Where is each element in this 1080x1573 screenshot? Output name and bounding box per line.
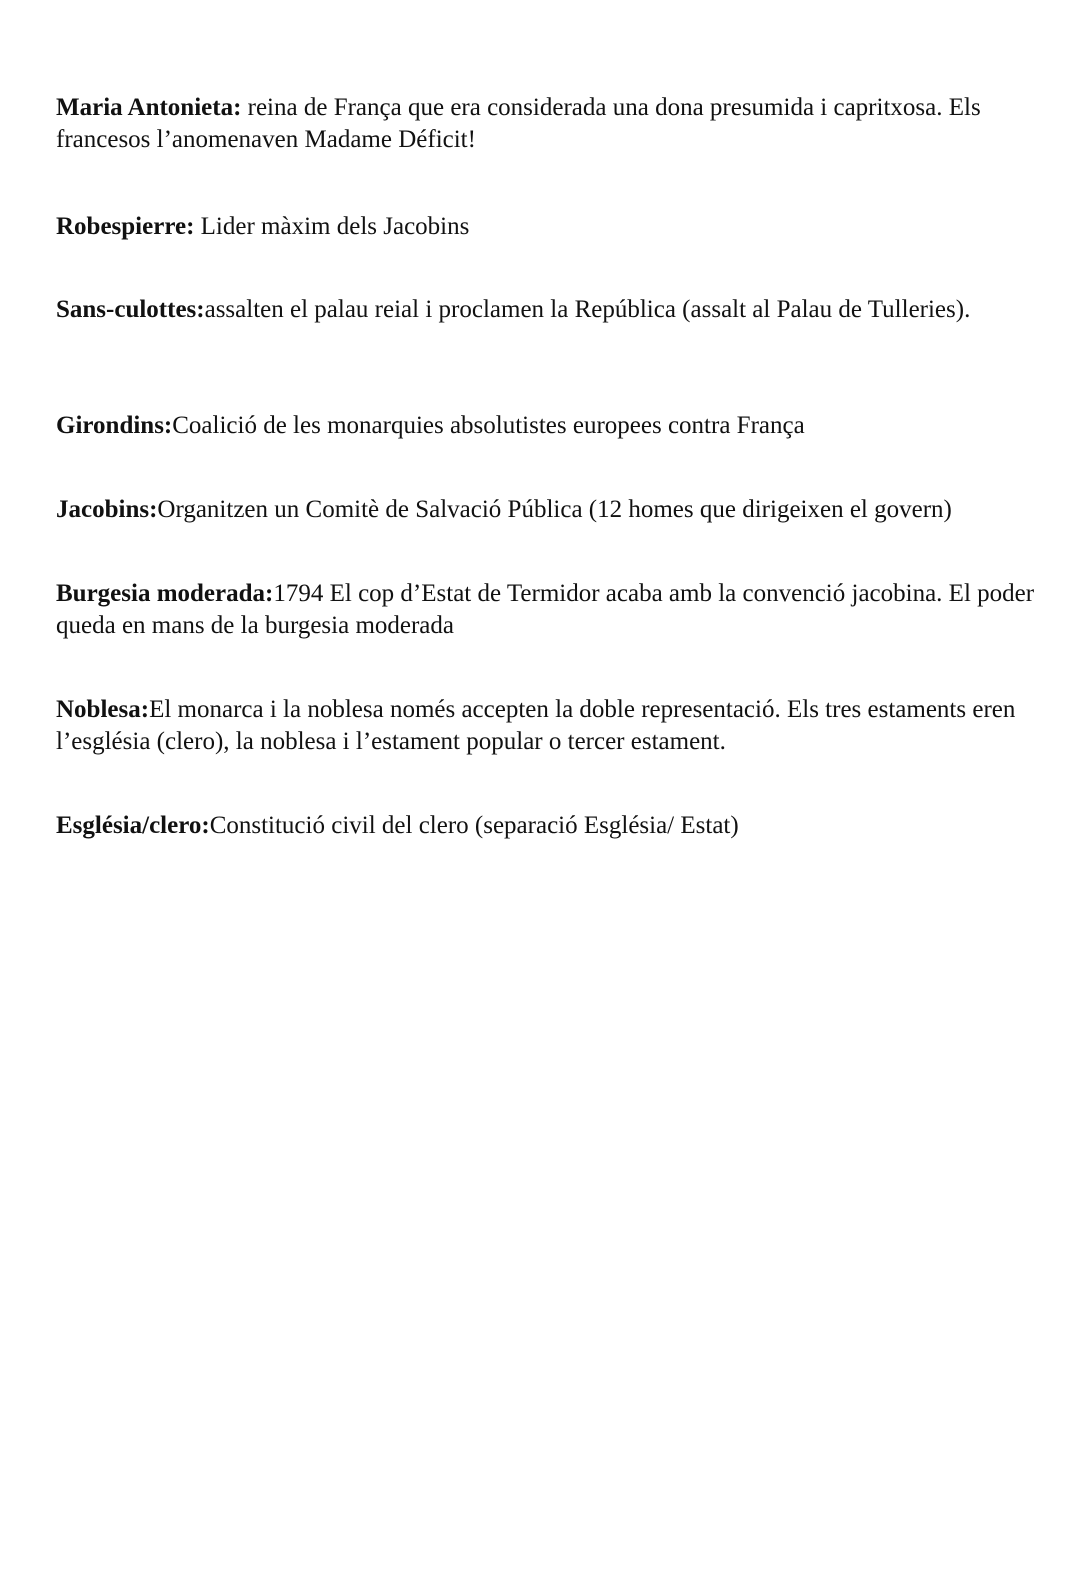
entry-sans-culottes (56, 294, 970, 326)
entry-girondins (56, 410, 805, 442)
entry-robespierre (56, 211, 469, 243)
entry-term: Sans-culottes: (56, 296, 205, 323)
entry-term: Església/clero: (56, 812, 210, 839)
entry-esglesia-clero (56, 810, 739, 842)
entry-definition: 1794 El cop d’Estat de Termidor acaba amb la convenció jacobina. El poder queda en mans de la burgesia moderada (56, 580, 1035, 639)
entry-term: Robespierre: (56, 213, 195, 240)
entry-definition: Lider màxim dels Jacobins (194, 213, 470, 240)
entry-jacobins (56, 494, 952, 526)
entry-definition: assalten el palau reial i proclamen la República (assalt al Palau de Tulleries). (204, 296, 971, 323)
entry-term: Burgesia moderada: (56, 580, 274, 607)
entry-maria-antonieta (56, 92, 1036, 156)
entry-burgesia-moderada (56, 578, 1036, 642)
entry-definition: reina de França que era considerada una dona presumida i capritxosa. Els francesos l’anomenaven Madame Déficit! (56, 94, 981, 153)
entry-definition: Coalició de les monarquies absolutistes europees contra França (172, 412, 805, 439)
entry-term: Maria Antonieta: (56, 94, 242, 121)
entry-definition: Constitució civil del clero (separació Església/ Estat) (209, 812, 739, 839)
entry-noblesa (56, 694, 1036, 758)
entry-definition: El monarca i la noblesa només accepten la doble representació. Els tres estaments eren l’església (clero), la noblesa i l’estament popular o tercer estament. (56, 696, 1016, 755)
entry-term: Girondins: (56, 412, 173, 439)
entry-term: Jacobins: (56, 496, 158, 523)
entry-definition: Organitzen un Comitè de Salvació Pública (12 homes que dirigeixen el govern) (157, 496, 952, 523)
entry-term: Noblesa: (56, 696, 150, 723)
